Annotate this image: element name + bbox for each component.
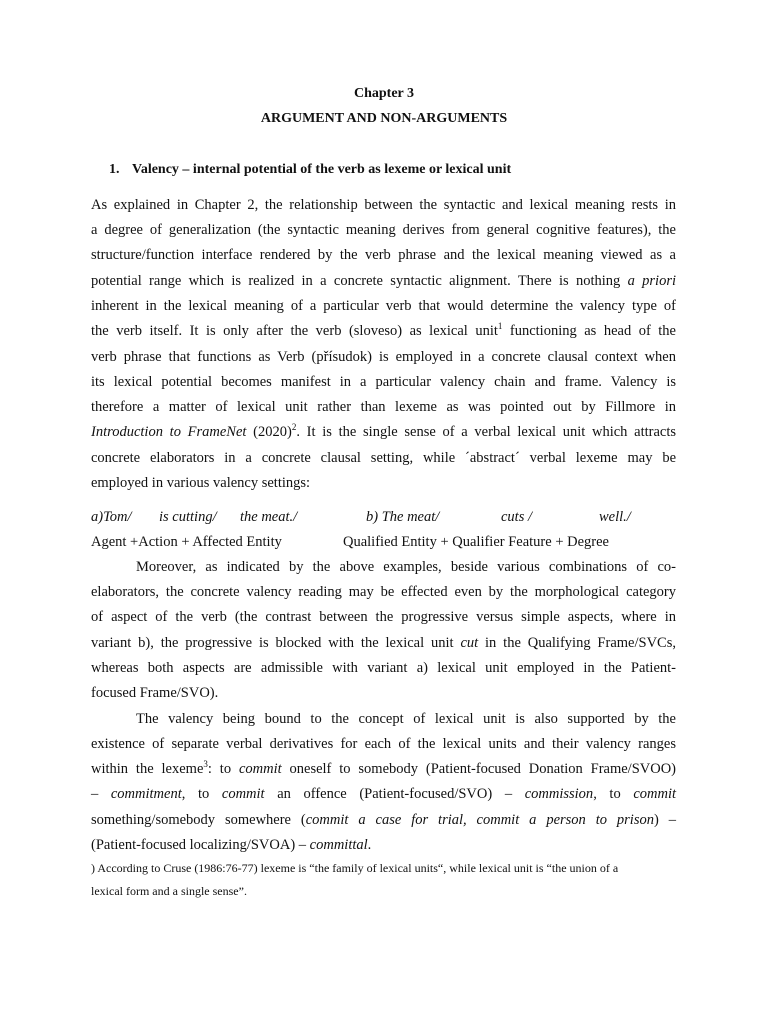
p2-line-1: Moreover, as indicated by the above examples, beside various combinations of co- <box>136 559 676 575</box>
section-number: 1. <box>109 162 120 177</box>
p3-line-3 <box>91 760 676 778</box>
footnote-ref-3: 3 <box>203 759 208 770</box>
chapter-label: Chapter 3 <box>353 86 415 101</box>
p3-line-3-text-3: oneself to somebody (Patient-focused Donation Frame/SVOO) <box>281 761 677 777</box>
footnote-ref-1: 1 <box>497 321 503 332</box>
p1-line-2: a degree of generalization (the syntactic meaning derives from general cognitive features), the <box>91 222 676 238</box>
p2-line-4-text: variant b), the progressive is blocked with the lexical unit <box>91 635 461 651</box>
p1-line-10-text-2: . It is the single sense of a verbal lexical unit which attracts <box>296 424 676 440</box>
example-a-1 <box>91 508 132 526</box>
example-a-2 <box>159 508 217 526</box>
p1-line-1: As explained in Chapter 2, the relationship between the syntactic and lexical meaning rests in <box>91 197 676 213</box>
p1-line-7: verb phrase that functions as Verb (přísudok) is employed in a concrete clausal context when <box>91 349 676 365</box>
p2-line-4-italic: cut <box>460 635 479 651</box>
example-b-1 <box>366 508 439 526</box>
p1-line-10-italic: Introduction to FrameNet <box>91 424 247 440</box>
footnote-ref-2: 2 <box>291 422 297 433</box>
p3-line-5-italic: commit a case for trial, commit a person to prison <box>305 812 654 828</box>
p1-line-10-text: (2020) <box>246 424 292 440</box>
p3-line-4-text-2: , to <box>181 786 222 802</box>
p3-line-6-italic: committal <box>309 837 368 853</box>
p3-line-5-text: something/somebody somewhere ( <box>91 812 306 828</box>
p3-line-5 <box>91 811 676 829</box>
p1-line-4-text: potential range which is realized in a concrete syntactic alignment. There is nothing <box>91 273 628 289</box>
p2-line-6: focused Frame/SVO). <box>91 685 219 701</box>
p3-line-6-text: (Patient-focused localizing/SVOA) – <box>91 837 310 853</box>
example-b-1-text: b) The meat/ <box>366 509 440 525</box>
p2-line-3: of aspect of the verb (the contrast between the progressive versus simple aspects, where in <box>91 609 676 625</box>
p1-line-12: employed in various valency settings: <box>91 475 311 491</box>
p1-line-5: inherent in the lexical meaning of a particular verb that would determine the valency type of <box>91 298 676 314</box>
p3-line-4-text-4: , to <box>593 786 634 802</box>
footnote-line-2: lexical form and a single sense”. <box>91 884 247 898</box>
p1-line-6-text-2: functioning as head of the <box>502 323 676 339</box>
p3-line-3-italic: commit <box>238 761 282 777</box>
p2-line-4 <box>91 634 676 652</box>
p2-line-4-text-2: in the Qualifying Frame/SVCs, <box>478 635 676 651</box>
p3-line-3-text: within the lexeme <box>91 761 204 777</box>
p3-line-4-text-3: an offence (Patient-focused/SVO) – <box>264 786 525 802</box>
p1-line-6 <box>91 322 676 340</box>
p1-line-8: its lexical potential becomes manifest in a particular valency chain and frame. Valency is <box>91 374 676 390</box>
example-a-3-text: the meat./ <box>240 509 298 525</box>
p3-line-4-italic-3: commission <box>524 786 594 802</box>
p1-line-4 <box>91 272 676 290</box>
example-b-2 <box>501 508 532 526</box>
example-b-3 <box>599 508 631 526</box>
p3-line-3-text-2: : to <box>207 761 239 777</box>
p1-line-6-text: the verb itself. It is only after the verb (sloveso) as lexical unit <box>91 323 498 339</box>
p1-line-4-italic: a priori <box>627 273 676 289</box>
p3-line-2: existence of separate verbal derivatives for each of the lexical units and their valency ranges <box>91 736 676 752</box>
example-a-2-text: is cutting/ <box>159 509 217 525</box>
example-b-3-text: well./ <box>599 509 631 525</box>
p3-line-4-text: – <box>91 786 111 802</box>
p2-line-2: elaborators, the concrete valency reading may be effected even by the morphological category <box>91 584 676 600</box>
example-a-roles: Agent +Action + Affected Entity <box>91 534 282 550</box>
p3-line-4-italic: commitment <box>110 786 182 802</box>
p3-line-4 <box>91 785 676 803</box>
example-b-2-text: cuts / <box>501 509 533 525</box>
chapter-title: ARGUMENT AND NON-ARGUMENTS <box>260 111 508 126</box>
p3-line-6 <box>91 836 676 854</box>
section-heading <box>109 162 511 178</box>
section-heading-text: Valency – internal potential of the verb as lexeme or lexical unit <box>132 162 512 177</box>
p3-line-6-text-2: . <box>367 837 372 853</box>
p1-line-9: therefore a matter of lexical unit rather than lexeme as was pointed out by Fillmore in <box>91 399 676 415</box>
p3-line-1: The valency being bound to the concept of lexical unit is also supported by the <box>136 711 676 727</box>
p3-line-4-italic-2: commit <box>221 786 265 802</box>
p1-line-11: concrete elaborators in a concrete clausal setting, while ´abstract´ verbal lexeme may be <box>91 450 676 466</box>
p3-line-4-italic-4: commit <box>633 786 677 802</box>
example-a-3 <box>240 508 297 526</box>
p3-line-5-text-2: ) – <box>653 812 676 828</box>
example-a-1-text: a)Tom/ <box>91 509 132 525</box>
p2-line-5: whereas both aspects are admissible with variant a) lexical unit employed in the Patient- <box>91 660 676 676</box>
example-b-roles: Qualified Entity + Qualifier Feature + Degree <box>343 534 609 550</box>
footnote-line-1: ) According to Cruse (1986:76-77) lexeme is “the family of lexical units“, while lexical unit is “the union of a <box>91 861 619 875</box>
p1-line-3: structure/function interface rendered by the verb phrase and the lexical meaning viewed as a <box>91 247 676 263</box>
p1-line-10 <box>91 423 676 441</box>
